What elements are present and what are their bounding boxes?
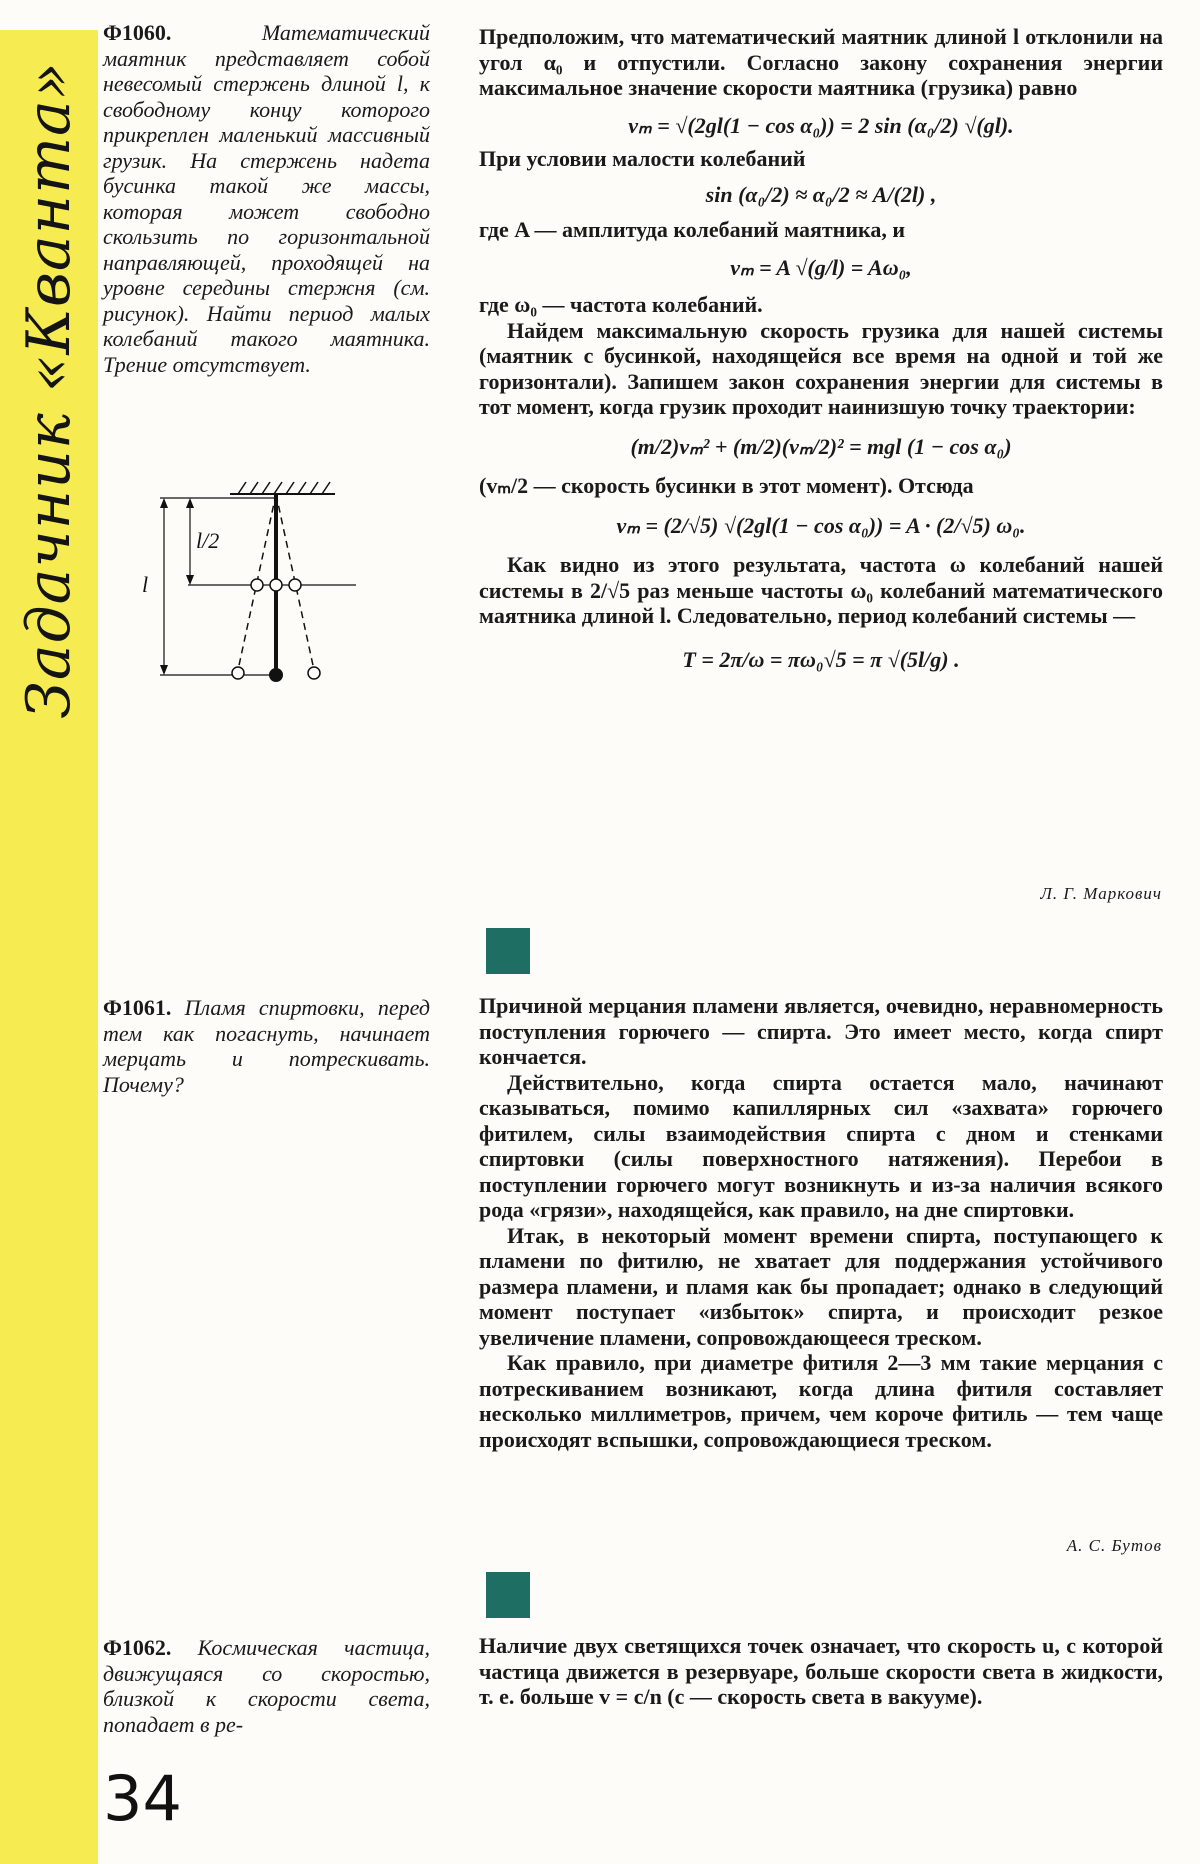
ceiling-hatch	[238, 482, 330, 494]
solution-paragraph: Итак, в некоторый момент времени спирта, поступающего к пламени по фитилю, не хватает для поддержания устойчивого размера пламени, и пламя как бы пропадает; однако в следующий момент поступает «избыток» спирта, и происходит резкое увеличение пламени, сопровождающееся треском.	[479, 1222, 1163, 1350]
solution-paragraph: (vₘ/2 — скорость бусинки в этот момент). Отсюда	[479, 473, 974, 498]
problem-f1060	[103, 20, 430, 377]
sidebar	[0, 30, 98, 1864]
problem-text: Математический маятник представляет собой невесомый стержень длиной l, к свободному концу которого прикреплен маленький массивный грузик. На стержень надета бусинка такой же массы, которая может свободно скользить по горизонтальной направляющей, проходящей на уровне середины стержня (см. рисунок). Найти период малых колебаний такого маятника. Трение отсутствует.	[103, 20, 430, 377]
label-half-l: l/2	[196, 528, 220, 553]
problem-f1061	[103, 995, 430, 1097]
sidebar-title: Задачник «Кванта»	[14, 61, 84, 719]
formula-period: T = 2π/ω = πω₀√5 = π √(5l/g) .	[682, 646, 960, 672]
solution-paragraph: При условии малости колебаний	[479, 146, 806, 171]
weight-right	[308, 667, 320, 679]
problem-text: Пламя спиртовки, перед тем как погаснуть, начинает мерцать и потрескивать. Почему?	[103, 995, 430, 1097]
author-butov: А. С. Бутов	[1066, 1536, 1162, 1555]
problem-id: Ф1060.	[103, 20, 172, 45]
solution-paragraph: Наличие двух светящихся точек означает, что скорость u, с которой частица движется в резервуаре, больше скорости света в жидкости, т. е. больше v = c/n (c — скорость света в вакууме).	[479, 1633, 1163, 1709]
solution-paragraph: Предположим, что математический маятник длиной l отклонили на угол α₀ и отпустили. Согласно закону сохранения энергии максимальное значение скорости маятника (грузика) равно	[479, 24, 1164, 100]
formula-energy: (m/2)vₘ² + (m/2)(vₘ/2)² = mgl (1 − cos α₀)	[630, 433, 1012, 459]
bead-center	[270, 579, 282, 591]
solution-f1062	[479, 1633, 1163, 1710]
solution-f1061	[479, 993, 1163, 1452]
problem-id: Ф1061.	[103, 995, 172, 1020]
formula-vm: vₘ = √(2gl(1 − cos α₀)) = 2 sin (α₀/2) √(gl).	[628, 112, 1014, 138]
solution-paragraph: где ω₀ — частота колебаний.	[479, 292, 763, 317]
solution-paragraph: Как видно из этого результата, частота ω колебаний нашей системы в 2/√5 раз меньше частоты ω₀ колебаний математического маятника длиной l. Следовательно, период колебаний системы —	[479, 552, 1163, 628]
section-marker	[486, 1572, 530, 1618]
section-marker	[486, 928, 530, 974]
problem-f1062	[103, 1635, 430, 1737]
solution-paragraph: Действительно, когда спирта остается мало, начинают сказываться, помимо капиллярных сил «захвата» горючего фитилем, силы взаимодействия спирта с дном и стенками спиртовки (силы поверхностного натяжения). Перебои в поступлении горючего могут возникнуть и из-за наличия всякого рода «грязи», находящейся, как правило, на дне спиртовки.	[479, 1069, 1163, 1222]
weight-center	[269, 668, 283, 682]
label-l: l	[142, 572, 149, 597]
weight-left	[232, 667, 244, 679]
problem-id: Ф1062.	[103, 1635, 172, 1660]
formula-vm-system: vₘ = (2/√5) √(2gl(1 − cos α₀)) = A · (2/√5) ω₀.	[616, 512, 1026, 538]
formula-amplitude: vₘ = A √(g/l) = Aω₀,	[730, 254, 912, 280]
bead-left	[251, 579, 263, 591]
problem-text: Космическая частица, движущаяся со скоростью, близкой к скорости света, попадает в ре-	[103, 1635, 431, 1737]
solution-paragraph: Причиной мерцания пламени является, очевидно, неравномерность поступления горючего — спирта. Это имеет место, когда спирт кончается.	[479, 993, 1163, 1069]
bead-right	[289, 579, 301, 591]
formula-small-angle: sin (α₀/2) ≈ α₀/2 ≈ A/(2l) ,	[705, 181, 937, 207]
solution-paragraph: Найдем максимальную скорость грузика для нашей системы (маятник с бусинкой, находящейся все время на одной и той же горизонтали). Запишем закон сохранения энергии для системы в тот момент, когда грузик проходит наинизшую точку траектории:	[479, 317, 1163, 419]
solution-f1060	[479, 24, 1163, 672]
author-markovich: Л. Г. Маркович	[1040, 884, 1162, 903]
solution-paragraph: где A — амплитуда колебаний маятника, и	[479, 217, 906, 242]
page-number: 34	[103, 1762, 182, 1835]
solution-paragraph: Как правило, при диаметре фитиля 2—3 мм такие мерцания с потрескиванием возникают, когда длина фитиля составляет несколько миллиметров, причем, чем короче фитиль — тем чаще происходят вспышки, сопровождающиеся треском.	[479, 1350, 1163, 1452]
pendulum-diagram	[142, 468, 360, 698]
